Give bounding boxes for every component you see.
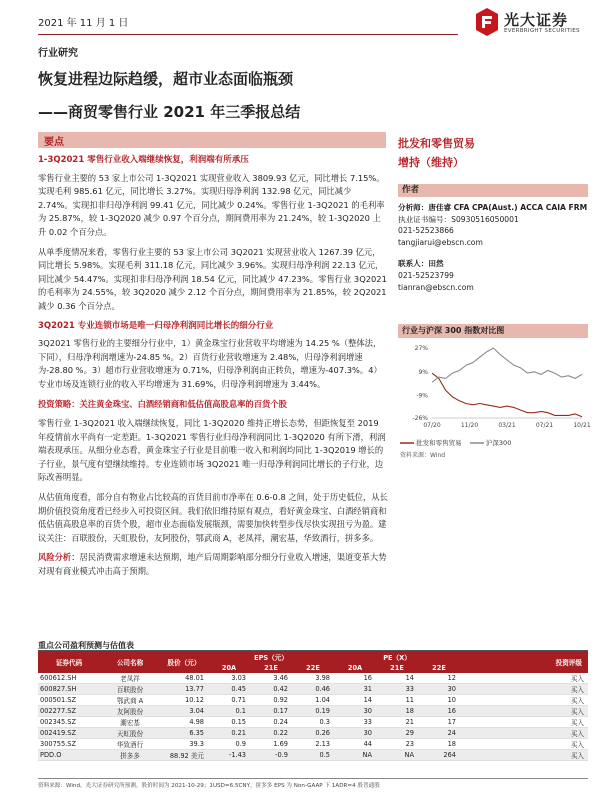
table-cell: 买入 bbox=[460, 739, 588, 750]
table-row bbox=[38, 728, 588, 739]
table-cell: 买入 bbox=[460, 673, 588, 684]
table-cell: 0.9 bbox=[208, 739, 250, 750]
table-cell: 0.19 bbox=[292, 706, 334, 717]
broker-logo-text: 光大证券 bbox=[504, 11, 569, 29]
header-year: 20A bbox=[334, 662, 376, 673]
header-year: 22E bbox=[418, 662, 460, 673]
table-cell: 10.12 bbox=[160, 695, 208, 706]
table-cell: 4.98 bbox=[160, 717, 208, 728]
header-eps: EPS（元） bbox=[208, 651, 334, 662]
header-price: 股价（元） bbox=[160, 651, 208, 673]
legend-swatch-csi300-icon bbox=[470, 440, 484, 446]
analyst-label: 分析师： bbox=[398, 203, 429, 212]
table-cell: 300755.SZ bbox=[38, 739, 100, 750]
table-cell: 华致酒行 bbox=[100, 739, 160, 750]
header-name: 公司名称 bbox=[100, 651, 160, 673]
table-cell: NA bbox=[334, 750, 376, 761]
x-tick-label: 11/20 bbox=[460, 422, 479, 429]
x-tick-label: 07/20 bbox=[423, 422, 441, 429]
header-year: 21E bbox=[250, 662, 292, 673]
table-row bbox=[38, 750, 588, 761]
table-cell: 000501.SZ bbox=[38, 695, 100, 706]
table-cell: 3.04 bbox=[160, 706, 208, 717]
table-cell: 0.21 bbox=[208, 728, 250, 739]
table-row bbox=[38, 739, 588, 750]
table-cell: 拼多多 bbox=[100, 750, 160, 761]
sidebar bbox=[398, 134, 588, 293]
contact-info bbox=[398, 258, 588, 293]
section-heading-segments: 3Q2021 专业连锁市场是唯一归母净利润同比增长的细分行业 bbox=[38, 320, 274, 331]
analyst-name: 唐佳睿 bbox=[428, 203, 452, 212]
table-cell: 买入 bbox=[460, 728, 588, 739]
contact-name: 田然 bbox=[428, 259, 444, 269]
table-cell: 11 bbox=[376, 695, 418, 706]
paragraph-quarterly-results: 从单季度情况来看，零售行业主要的 53 家上市公司 3Q2021 实现营业收入 1267.39 亿元，同比增长 5.98%。实现毛利 311.18 亿元，同比减少 3.96%。实现归母净利润 22.13 亿元，同比减少 54.47%。实现扣非归母净利润 18.54 亿元，同比减少 47.23%。零售行业 3Q2021 的毛利率为 24.55%，较 3Q2020 减少 2.12 个百分点，期间费用率为 21.85%，较 2Q2021 减少 0.36 个百分点。 bbox=[38, 246, 387, 311]
table-cell: 30 bbox=[418, 684, 460, 695]
analyst-email[interactable]: tangjiarui@ebscn.com bbox=[398, 237, 483, 247]
x-tick-label: 07/21 bbox=[535, 422, 554, 429]
header-year: 20A bbox=[208, 662, 250, 673]
table-cell: 16 bbox=[334, 673, 376, 684]
table-cell: 0.46 bbox=[292, 684, 334, 695]
analyst-info bbox=[398, 202, 588, 248]
analyst-license: 执业证书编号：S0930516050001 bbox=[398, 214, 519, 224]
table-cell: 17 bbox=[418, 717, 460, 728]
y-tick-label: -9% bbox=[416, 392, 428, 400]
paragraph-segment-growth: 3Q2021 零售行业的主要细分行业中，1）黄金珠宝行业营收平均增速为 14.25 %（整体法，下同），归母净利润增速为-24.85 %。2）百货行业营收增速为 2.48%，归母净利润增速为-28.80 %。3）超市行业营收增速为 0.71%，归母净利润由正转负，增速为-407.3%。4）专业市场及连锁行业的收入平均增速为 31.69%，归母净利润增速为 3.44%。 bbox=[38, 338, 382, 389]
table-row bbox=[38, 673, 588, 684]
header-pe: PE（X） bbox=[334, 651, 460, 662]
header-divider bbox=[38, 34, 458, 35]
table-cell: 14 bbox=[334, 695, 376, 706]
header-rating: 投资评级 bbox=[460, 651, 588, 673]
table-cell: 3.46 bbox=[250, 673, 292, 684]
broker-logo-english: EVERBRIGHT SECURITIES bbox=[504, 28, 580, 34]
paragraph-ytd-results: 零售行业主要的 53 家上市公司 1-3Q2021 实现营业收入 3809.93 亿元，同比增长 7.15%。实现毛利 985.61 亿元，同比增长 3.27%。实现归母净利润 132.98 亿元，同比减少 2.74%。实现扣非归母净利润 99.41 亿元，同比减少 0.24%。零售行业 1-3Q2021 的毛利率为 25.87%，较 1-3Q2020 减少 0.97 个百分点，期间费用率为 21.24%，较 1-3Q2020 上升 0.02 个百分点。 bbox=[38, 172, 385, 237]
strategy-lead: 投资策略：关注黄金珠宝、白酒经销商和低估值高股息率的百货个股 bbox=[38, 398, 287, 409]
legend-csi300: 沪深300 bbox=[485, 439, 512, 447]
table-cell: 3.98 bbox=[292, 673, 334, 684]
report-date: 2021 年 11 月 1 日 bbox=[38, 18, 129, 29]
paragraph-valuation: 从估值角度看，部分自有物业占比较高的百货目前市净率在 0.6-0.8 之间，处于历史低位，从长期价值投资角度看已经步入可投资区间。我们依旧维持原有观点，看好黄金珠宝、白酒经销商和低估值高股息率的百货个股，超市业态面临发展瓶颈，需要加快转型步伐尽快实现扭亏为盈。建议关注：百联股份，天虹股份，友阿股份，鄂武商 A，老凤祥，潮宏基，华致酒行，拼多多。 bbox=[38, 492, 388, 543]
table-cell: 1.69 bbox=[250, 739, 292, 750]
risk-lead: 风险分析： bbox=[38, 552, 80, 563]
table-cell: 48.01 bbox=[160, 673, 208, 684]
report-title: 恢复进程边际趋缓，超市业态面临瓶颈 bbox=[38, 70, 294, 88]
table-cell: 14 bbox=[376, 673, 418, 684]
table-cell: 0.22 bbox=[250, 728, 292, 739]
table-cell: 0.5 bbox=[292, 750, 334, 761]
report-category: 行业研究 bbox=[38, 48, 78, 59]
table-cell: 0.42 bbox=[250, 684, 292, 695]
analyst-phone: 021-52523866 bbox=[398, 226, 454, 236]
table-cell: 6.35 bbox=[160, 728, 208, 739]
summary-body bbox=[38, 154, 388, 585]
table-cell: 30 bbox=[334, 728, 376, 739]
table-cell: 33 bbox=[376, 684, 418, 695]
summary-section-bar bbox=[38, 132, 386, 148]
risk-text: 居民消费需求增速未达预期，地产后周期影响部分细分行业收入增速，渠道变革大势对现有商业模式冲击高于预期。 bbox=[38, 552, 387, 577]
contact-phone: 021-52523799 bbox=[398, 270, 454, 280]
table-cell: 潮宏基 bbox=[100, 717, 160, 728]
table-cell: 002277.SZ bbox=[38, 706, 100, 717]
table-cell: 0.1 bbox=[208, 706, 250, 717]
table-cell: 百联股份 bbox=[100, 684, 160, 695]
index-comparison-chart bbox=[398, 340, 591, 440]
table-cell: 0.45 bbox=[208, 684, 250, 695]
table-cell: -1.43 bbox=[208, 750, 250, 761]
table-row bbox=[38, 706, 588, 717]
y-tick-label: 9% bbox=[418, 368, 428, 376]
table-cell: 33 bbox=[334, 717, 376, 728]
chart-legend bbox=[400, 438, 590, 447]
table-cell: 21 bbox=[376, 717, 418, 728]
table-cell: 002345.SZ bbox=[38, 717, 100, 728]
table-cell: 买入 bbox=[460, 706, 588, 717]
broker-logo bbox=[476, 8, 588, 38]
table-cell: 0.92 bbox=[250, 695, 292, 706]
table-cell: 买入 bbox=[460, 695, 588, 706]
legend-industry: 批发和零售贸易 bbox=[416, 439, 462, 447]
summary-label: 要点 bbox=[44, 137, 64, 148]
table-cell: 18 bbox=[418, 739, 460, 750]
table-cell: 600827.SH bbox=[38, 684, 100, 695]
table-cell: 18 bbox=[376, 706, 418, 717]
table-cell: 10 bbox=[418, 695, 460, 706]
table-cell: 鄂武商 A bbox=[100, 695, 160, 706]
y-tick-label: 27% bbox=[414, 345, 428, 352]
table-footnote: 资料来源：Wind，光大证券研究所预测，股价时间为 2021-10-29；1USD=6.5CNY，拼多多 EPS 为 Non-GAAP 下 1ADR=4 股普通股 bbox=[38, 778, 588, 789]
table-cell: 12 bbox=[418, 673, 460, 684]
author-section-bar: 作者 bbox=[398, 184, 588, 197]
table-cell: 买入 bbox=[460, 717, 588, 728]
paragraph-strategy bbox=[38, 398, 388, 412]
table-cell: 天虹股份 bbox=[100, 728, 160, 739]
table-cell: 0.71 bbox=[208, 695, 250, 706]
table-row bbox=[38, 717, 588, 728]
section-heading-revenue: 1-3Q2021 零售行业收入端继续恢复，利润端有所承压 bbox=[38, 155, 249, 165]
table-cell: 3.03 bbox=[208, 673, 250, 684]
paragraph-risk bbox=[38, 551, 388, 578]
header-code: 证券代码 bbox=[38, 651, 100, 673]
table-cell: 买入 bbox=[460, 750, 588, 761]
table-cell: 600612.SH bbox=[38, 673, 100, 684]
table-cell: 1.04 bbox=[292, 695, 334, 706]
table-cell: 0.24 bbox=[250, 717, 292, 728]
table-cell: 39.3 bbox=[160, 739, 208, 750]
table-cell: PDD.O bbox=[38, 750, 100, 761]
series-line bbox=[432, 373, 582, 417]
industry-name: 批发和零售贸易 bbox=[398, 137, 475, 150]
forecast-table bbox=[38, 651, 588, 761]
table-row bbox=[38, 684, 588, 695]
table-cell: NA bbox=[376, 750, 418, 761]
header-year: 21E bbox=[376, 662, 418, 673]
legend-swatch-industry-icon bbox=[400, 440, 414, 446]
contact-label: 联系人： bbox=[398, 259, 429, 269]
table-cell: 31 bbox=[334, 684, 376, 695]
x-tick-label: 10/21 bbox=[573, 422, 591, 429]
table-cell: 买入 bbox=[460, 684, 588, 695]
chart-title: 行业与沪深 300 指数对比图 bbox=[398, 324, 588, 338]
chart-source: 资料来源：Wind bbox=[400, 452, 446, 459]
table-cell: 友阿股份 bbox=[100, 706, 160, 717]
analyst-certifications: CFA CPA(Aust.) ACCA CAIA FRM bbox=[453, 203, 588, 212]
table-cell: -0.9 bbox=[250, 750, 292, 761]
table-cell: 23 bbox=[376, 739, 418, 750]
table-cell: 264 bbox=[418, 750, 460, 761]
header-year: 22E bbox=[292, 662, 334, 673]
industry-rating: 增持（维持） bbox=[398, 156, 464, 169]
report-subtitle: ——商贸零售行业 2021 年三季报总结 bbox=[38, 103, 301, 121]
table-cell: 0.26 bbox=[292, 728, 334, 739]
table-cell: 30 bbox=[334, 706, 376, 717]
paragraph-strategy-detail: 零售行业 1-3Q2021 收入端继续恢复，同比 1-3Q2020 维持正增长态势，但距恢复至 2019 年疫情前水平尚有一定差距。1-3Q2021 零售行业归母净利润同比 1-3Q2020 有所下滑，利润端表现承压。从细分业态看，黄金珠宝子行业是目前唯一收入和利润均同比 1-3Q2019 增长的子行业，景气度有望继续维持。专业连锁市场 3Q2021 唯一归母净利润同比增长的子行业，边际改善明显。 bbox=[38, 418, 386, 483]
table-cell: 13.77 bbox=[160, 684, 208, 695]
table-cell: 0.15 bbox=[208, 717, 250, 728]
contact-email[interactable]: tianran@ebscn.com bbox=[398, 282, 474, 292]
table-cell: 88.92 美元 bbox=[160, 750, 208, 761]
table-cell: 16 bbox=[418, 706, 460, 717]
series-line bbox=[432, 348, 582, 382]
table-row bbox=[38, 695, 588, 706]
table-cell: 0.3 bbox=[292, 717, 334, 728]
table-cell: 0.17 bbox=[250, 706, 292, 717]
table-cell: 29 bbox=[376, 728, 418, 739]
x-tick-label: 03/21 bbox=[498, 422, 516, 429]
forecast-table-title: 重点公司盈利预测与估值表 bbox=[38, 641, 134, 650]
broker-logo-mark-icon bbox=[476, 8, 498, 36]
table-cell: 2.13 bbox=[292, 739, 334, 750]
y-tick-label: -26% bbox=[412, 415, 428, 422]
table-cell: 002419.SZ bbox=[38, 728, 100, 739]
table-cell: 24 bbox=[418, 728, 460, 739]
table-cell: 44 bbox=[334, 739, 376, 750]
table-cell: 老凤祥 bbox=[100, 673, 160, 684]
